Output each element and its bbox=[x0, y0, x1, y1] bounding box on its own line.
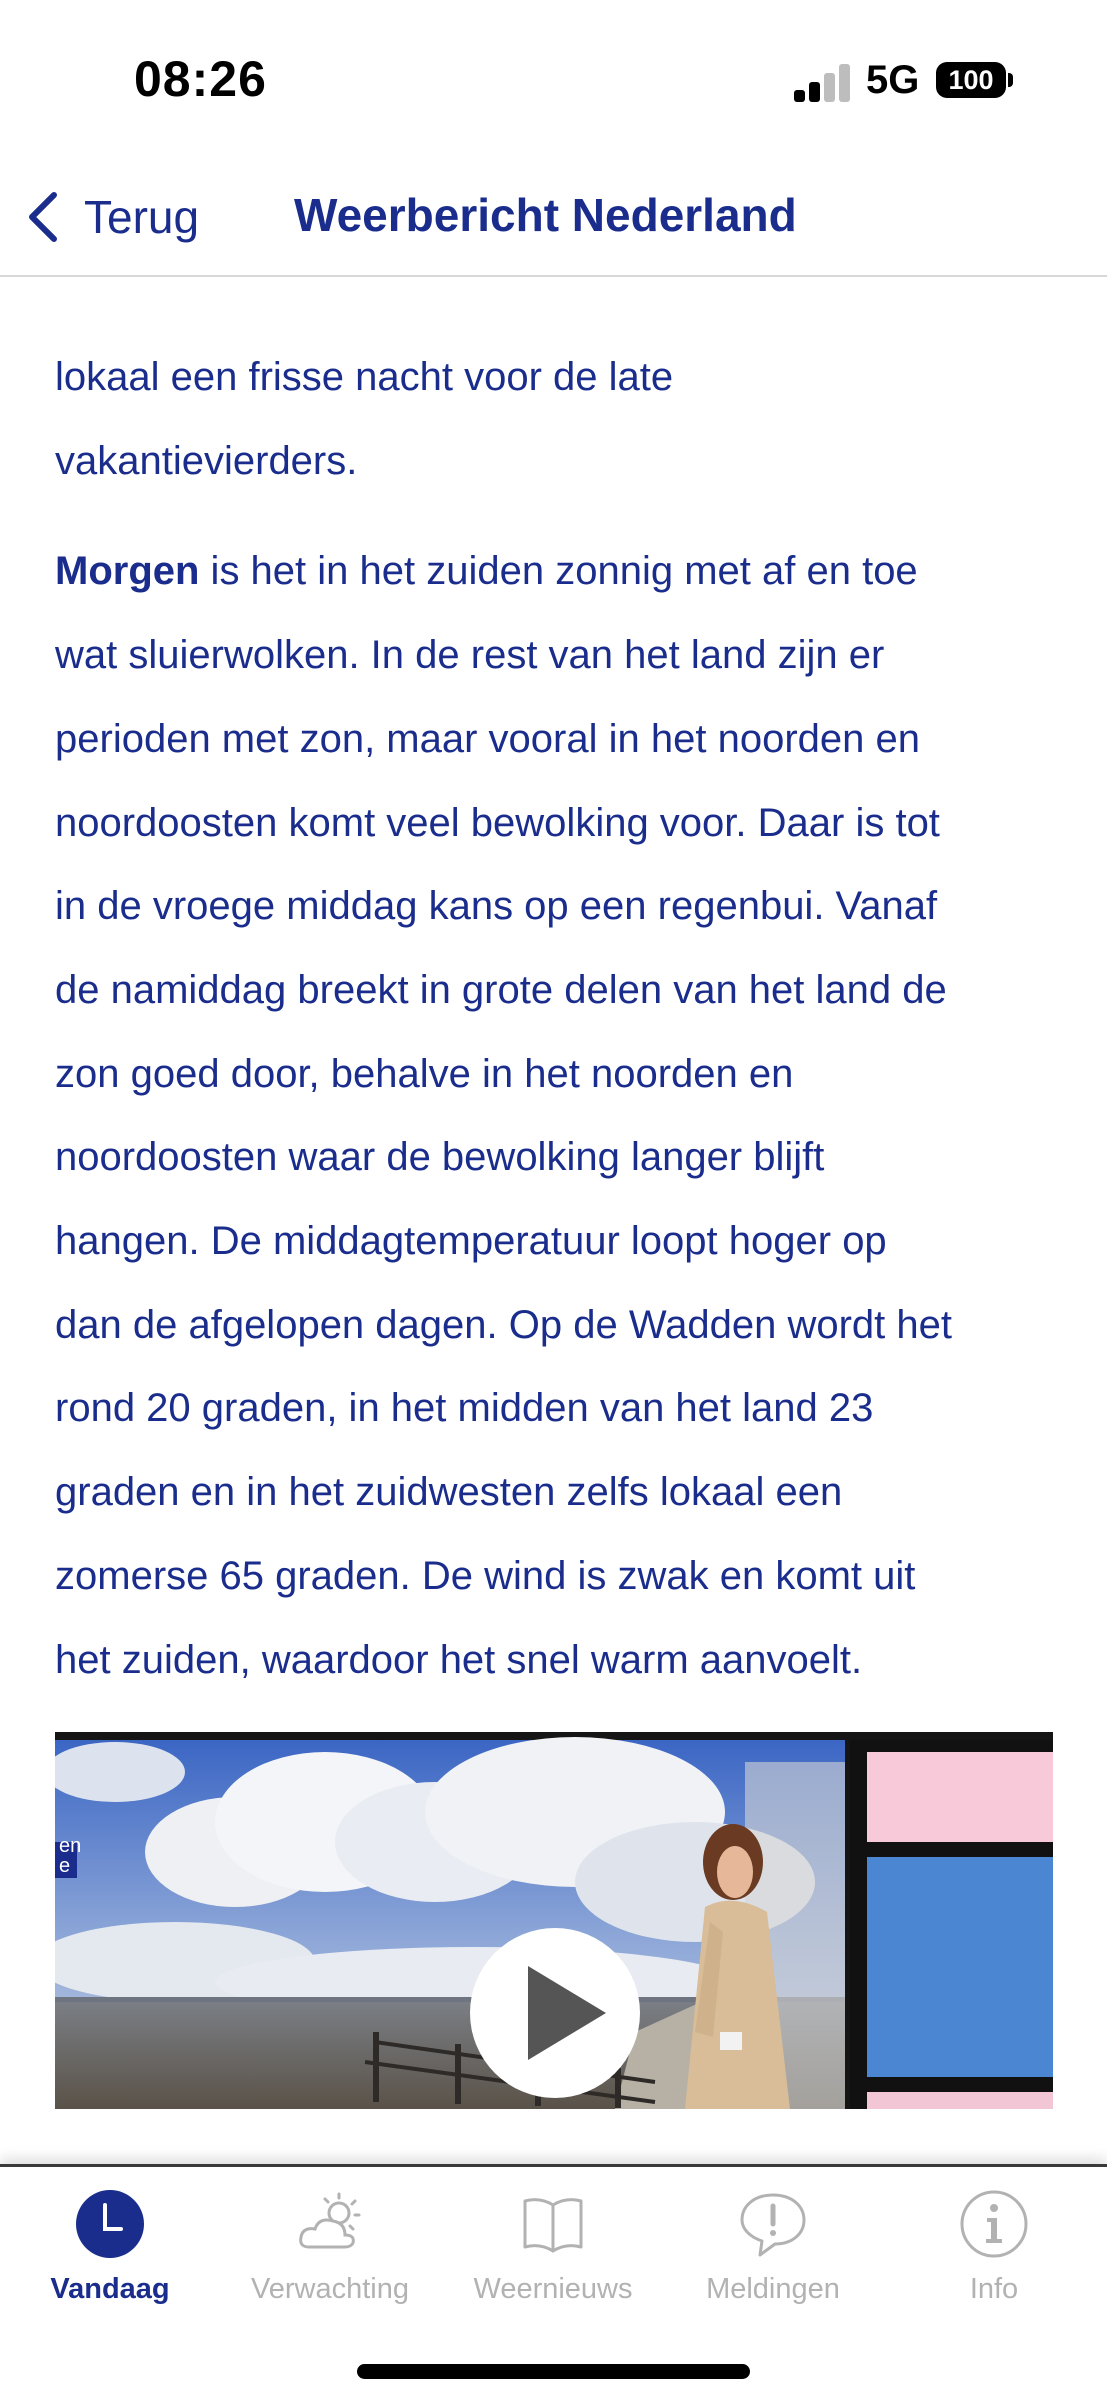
tab-label: Verwachting bbox=[251, 2273, 409, 2305]
play-button[interactable] bbox=[470, 1928, 640, 2098]
play-icon bbox=[470, 1928, 640, 2098]
cellular-signal-icon bbox=[794, 62, 850, 102]
article-body bbox=[55, 336, 1065, 1702]
text-line: is het in het zuiden zonnig met af en toe bbox=[199, 549, 918, 594]
text-line: vakantievierders. bbox=[55, 438, 358, 483]
text-line: noordoosten waar de bewolking langer blijft bbox=[55, 1135, 825, 1180]
text-line: in de vroege middag kans op een regenbui. Vanaf bbox=[55, 884, 938, 929]
text-line: rond 20 graden, in het midden van het land 23 bbox=[55, 1386, 874, 1431]
text-line: wat sluierwolken. In de rest van het land zijn er bbox=[55, 633, 885, 678]
text-line: de namiddag breekt in grote delen van het land de bbox=[55, 967, 947, 1012]
text-line: zon goed door, behalve in het noorden en bbox=[55, 1051, 794, 1096]
chevron-left-icon bbox=[24, 189, 62, 245]
book-icon bbox=[518, 2189, 588, 2259]
text-line: perioden met zon, maar vooral in het noorden en bbox=[55, 716, 920, 761]
tab-meldingen[interactable] bbox=[673, 2167, 873, 2307]
home-indicator[interactable] bbox=[357, 2364, 750, 2379]
video-overlay-text-1: en bbox=[59, 1835, 82, 1857]
text-line: noordoosten komt veel bewolking voor. Daar is tot bbox=[55, 800, 940, 845]
clock-icon bbox=[75, 2189, 145, 2259]
sun-cloud-icon bbox=[295, 2189, 365, 2259]
alert-bubble-icon bbox=[738, 2189, 808, 2259]
tab-label: Info bbox=[969, 2273, 1019, 2305]
back-label: Terug bbox=[84, 191, 200, 243]
paragraph-1 bbox=[55, 336, 1065, 503]
navigation-bar bbox=[0, 160, 1107, 277]
network-type: 5G bbox=[866, 58, 920, 102]
text-line: graden en in het zuidwesten zelfs lokaal een bbox=[55, 1470, 843, 1515]
status-time: 08:26 bbox=[134, 51, 267, 107]
text-line: het zuiden, waardoor het snel warm aanvoelt. bbox=[55, 1637, 863, 1682]
tab-label: Vandaag bbox=[50, 2273, 170, 2305]
tab-weernieuws[interactable] bbox=[453, 2167, 653, 2307]
battery-tip bbox=[1008, 73, 1013, 87]
text-line: zomerse 65 graden. De wind is zwak en komt uit bbox=[55, 1553, 916, 1598]
tab-info[interactable] bbox=[894, 2167, 1094, 2307]
back-button[interactable] bbox=[24, 182, 199, 252]
paragraph-2 bbox=[55, 530, 1065, 1702]
text-line: hangen. De middagtemperatuur loopt hoger op bbox=[55, 1219, 887, 1264]
tab-label: Meldingen bbox=[706, 2273, 840, 2305]
page-title: Weerbericht Nederland bbox=[294, 189, 797, 241]
tab-vandaag[interactable] bbox=[10, 2167, 210, 2307]
text-line: dan de afgelopen dagen. Op de Wadden wordt het bbox=[55, 1302, 952, 1347]
tab-verwachting[interactable] bbox=[230, 2167, 430, 2307]
status-bar bbox=[0, 0, 1107, 160]
bold-lead-word: Morgen bbox=[55, 549, 200, 594]
weather-video-player[interactable] bbox=[55, 1732, 1053, 2109]
info-icon bbox=[959, 2189, 1029, 2259]
video-overlay-text-2: e bbox=[59, 1855, 71, 1877]
battery-icon: 100 bbox=[936, 62, 1006, 98]
tab-label: Weernieuws bbox=[473, 2273, 633, 2305]
text-line: lokaal een frisse nacht voor de late bbox=[55, 355, 674, 399]
